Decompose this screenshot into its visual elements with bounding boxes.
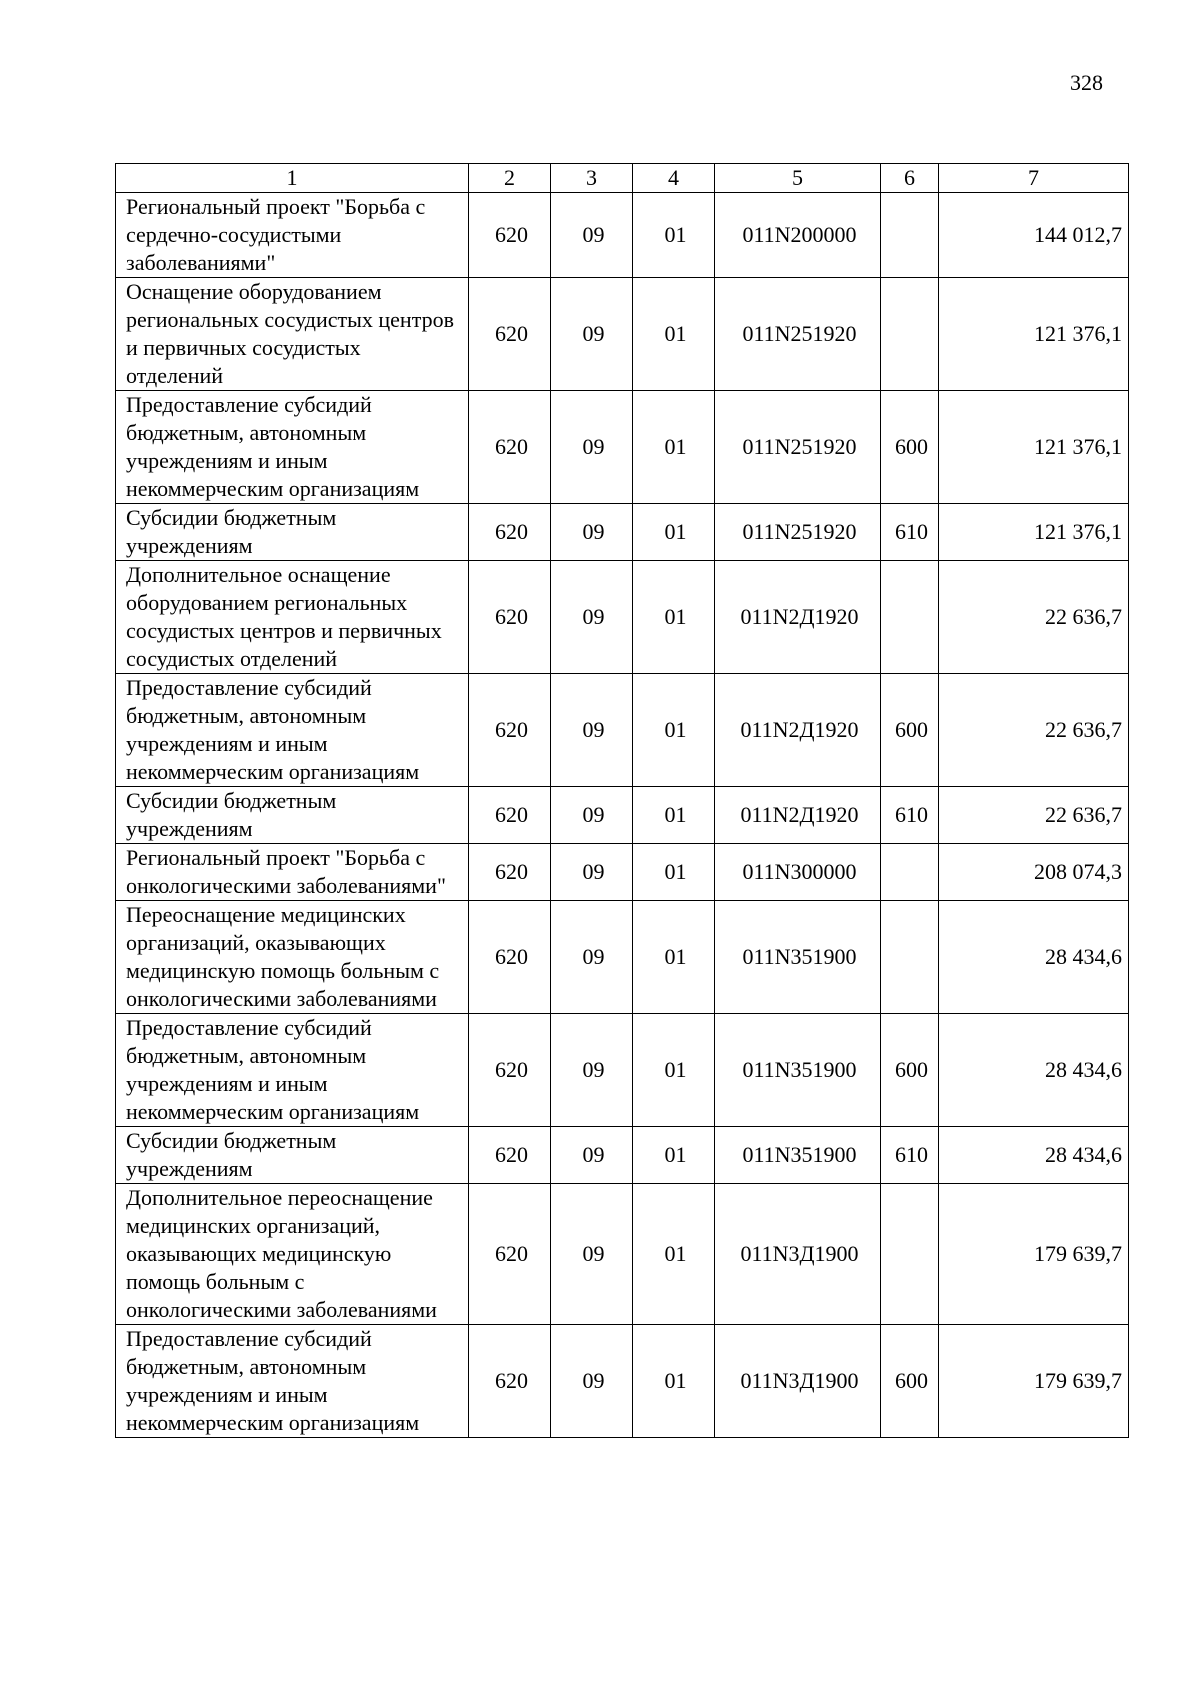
table-row (116, 901, 1129, 1014)
table-row (116, 193, 1129, 278)
row-code-cell: 620 (469, 561, 551, 674)
row-section-cell: 09 (551, 674, 633, 787)
row-target-article-cell: 011N251920 (715, 504, 881, 561)
row-amount-cell: 28 434,6 (939, 1014, 1129, 1127)
row-amount-cell: 121 376,1 (939, 278, 1129, 391)
column-header: 6 (881, 164, 939, 193)
table-row (116, 1014, 1129, 1127)
row-target-article-cell: 011N2Д1920 (715, 561, 881, 674)
row-subsection-cell: 01 (633, 1127, 715, 1184)
row-code-cell: 620 (469, 504, 551, 561)
row-name-cell: Субсидии бюджетным учреждениям (116, 504, 469, 561)
row-name-cell: Субсидии бюджетным учреждениям (116, 787, 469, 844)
row-target-article-cell: 011N300000 (715, 844, 881, 901)
row-expense-type-cell (881, 901, 939, 1014)
row-expense-type-cell: 600 (881, 1014, 939, 1127)
row-name-cell: Дополнительное переоснащение медицинских организаций, оказывающих медицинскую помощь больным с онкологическими заболеваниями (116, 1184, 469, 1325)
row-name-cell: Предоставление субсидий бюджетным, автономным учреждениям и иным некоммерческим организациям (116, 1014, 469, 1127)
row-section-cell: 09 (551, 391, 633, 504)
table-row (116, 278, 1129, 391)
row-amount-cell: 22 636,7 (939, 561, 1129, 674)
row-code-cell: 620 (469, 1127, 551, 1184)
row-name-cell: Региональный проект "Борьба с сердечно-сосудистыми заболеваниями" (116, 193, 469, 278)
table-row (116, 1325, 1129, 1438)
row-amount-cell: 208 074,3 (939, 844, 1129, 901)
table-row (116, 787, 1129, 844)
row-section-cell: 09 (551, 504, 633, 561)
column-header: 1 (116, 164, 469, 193)
column-header: 7 (939, 164, 1129, 193)
row-amount-cell: 22 636,7 (939, 674, 1129, 787)
row-expense-type-cell (881, 193, 939, 278)
row-expense-type-cell: 610 (881, 504, 939, 561)
row-target-article-cell: 011N351900 (715, 1127, 881, 1184)
row-expense-type-cell (881, 561, 939, 674)
table-row (116, 1184, 1129, 1325)
row-target-article-cell: 011N351900 (715, 901, 881, 1014)
row-amount-cell: 28 434,6 (939, 1127, 1129, 1184)
row-code-cell: 620 (469, 391, 551, 504)
row-subsection-cell: 01 (633, 1014, 715, 1127)
row-name-cell: Предоставление субсидий бюджетным, автономным учреждениям и иным некоммерческим организациям (116, 674, 469, 787)
row-amount-cell: 179 639,7 (939, 1184, 1129, 1325)
row-subsection-cell: 01 (633, 278, 715, 391)
row-target-article-cell: 011N3Д1900 (715, 1325, 881, 1438)
row-expense-type-cell: 600 (881, 674, 939, 787)
row-code-cell: 620 (469, 278, 551, 391)
row-amount-cell: 121 376,1 (939, 504, 1129, 561)
table-row (116, 1127, 1129, 1184)
row-section-cell: 09 (551, 561, 633, 674)
row-name-cell: Предоставление субсидий бюджетным, автономным учреждениям и иным некоммерческим организациям (116, 391, 469, 504)
column-header: 3 (551, 164, 633, 193)
row-code-cell: 620 (469, 674, 551, 787)
row-subsection-cell: 01 (633, 787, 715, 844)
row-subsection-cell: 01 (633, 504, 715, 561)
column-header: 5 (715, 164, 881, 193)
row-section-cell: 09 (551, 844, 633, 901)
row-subsection-cell: 01 (633, 674, 715, 787)
row-section-cell: 09 (551, 1014, 633, 1127)
row-code-cell: 620 (469, 193, 551, 278)
table-row (116, 674, 1129, 787)
row-target-article-cell: 011N3Д1900 (715, 1184, 881, 1325)
row-section-cell: 09 (551, 787, 633, 844)
row-code-cell: 620 (469, 787, 551, 844)
row-code-cell: 620 (469, 1014, 551, 1127)
row-amount-cell: 22 636,7 (939, 787, 1129, 844)
row-amount-cell: 28 434,6 (939, 901, 1129, 1014)
row-subsection-cell: 01 (633, 561, 715, 674)
row-expense-type-cell: 610 (881, 1127, 939, 1184)
row-target-article-cell: 011N251920 (715, 391, 881, 504)
row-target-article-cell: 011N200000 (715, 193, 881, 278)
row-name-cell: Оснащение оборудованием региональных сосудистых центров и первичных сосудистых отделений (116, 278, 469, 391)
row-amount-cell: 144 012,7 (939, 193, 1129, 278)
row-expense-type-cell (881, 1184, 939, 1325)
row-target-article-cell: 011N2Д1920 (715, 787, 881, 844)
column-header: 2 (469, 164, 551, 193)
row-name-cell: Региональный проект "Борьба с онкологическими заболеваниями" (116, 844, 469, 901)
row-amount-cell: 121 376,1 (939, 391, 1129, 504)
row-code-cell: 620 (469, 844, 551, 901)
row-amount-cell: 179 639,7 (939, 1325, 1129, 1438)
table-body (116, 193, 1129, 1438)
row-name-cell: Предоставление субсидий бюджетным, автономным учреждениям и иным некоммерческим организациям (116, 1325, 469, 1438)
row-code-cell: 620 (469, 901, 551, 1014)
budget-table (115, 163, 1129, 1438)
page-number: 328 (1070, 70, 1103, 95)
row-expense-type-cell: 600 (881, 391, 939, 504)
row-section-cell: 09 (551, 901, 633, 1014)
row-expense-type-cell: 610 (881, 787, 939, 844)
row-section-cell: 09 (551, 193, 633, 278)
row-section-cell: 09 (551, 1184, 633, 1325)
row-expense-type-cell: 600 (881, 1325, 939, 1438)
row-target-article-cell: 011N251920 (715, 278, 881, 391)
row-section-cell: 09 (551, 278, 633, 391)
row-name-cell: Субсидии бюджетным учреждениям (116, 1127, 469, 1184)
row-subsection-cell: 01 (633, 193, 715, 278)
row-subsection-cell: 01 (633, 391, 715, 504)
row-subsection-cell: 01 (633, 844, 715, 901)
row-subsection-cell: 01 (633, 901, 715, 1014)
row-target-article-cell: 011N2Д1920 (715, 674, 881, 787)
row-name-cell: Дополнительное оснащение оборудованием региональных сосудистых центров и первичных сосудистых отделений (116, 561, 469, 674)
row-name-cell: Переоснащение медицинских организаций, оказывающих медицинскую помощь больным с онкологическими заболеваниями (116, 901, 469, 1014)
table-row (116, 391, 1129, 504)
table-row (116, 844, 1129, 901)
header-row (116, 164, 1129, 193)
row-expense-type-cell (881, 844, 939, 901)
table-row (116, 504, 1129, 561)
column-header: 4 (633, 164, 715, 193)
row-target-article-cell: 011N351900 (715, 1014, 881, 1127)
row-subsection-cell: 01 (633, 1325, 715, 1438)
row-section-cell: 09 (551, 1127, 633, 1184)
row-section-cell: 09 (551, 1325, 633, 1438)
table-row (116, 561, 1129, 674)
row-expense-type-cell (881, 278, 939, 391)
row-subsection-cell: 01 (633, 1184, 715, 1325)
row-code-cell: 620 (469, 1184, 551, 1325)
row-code-cell: 620 (469, 1325, 551, 1438)
